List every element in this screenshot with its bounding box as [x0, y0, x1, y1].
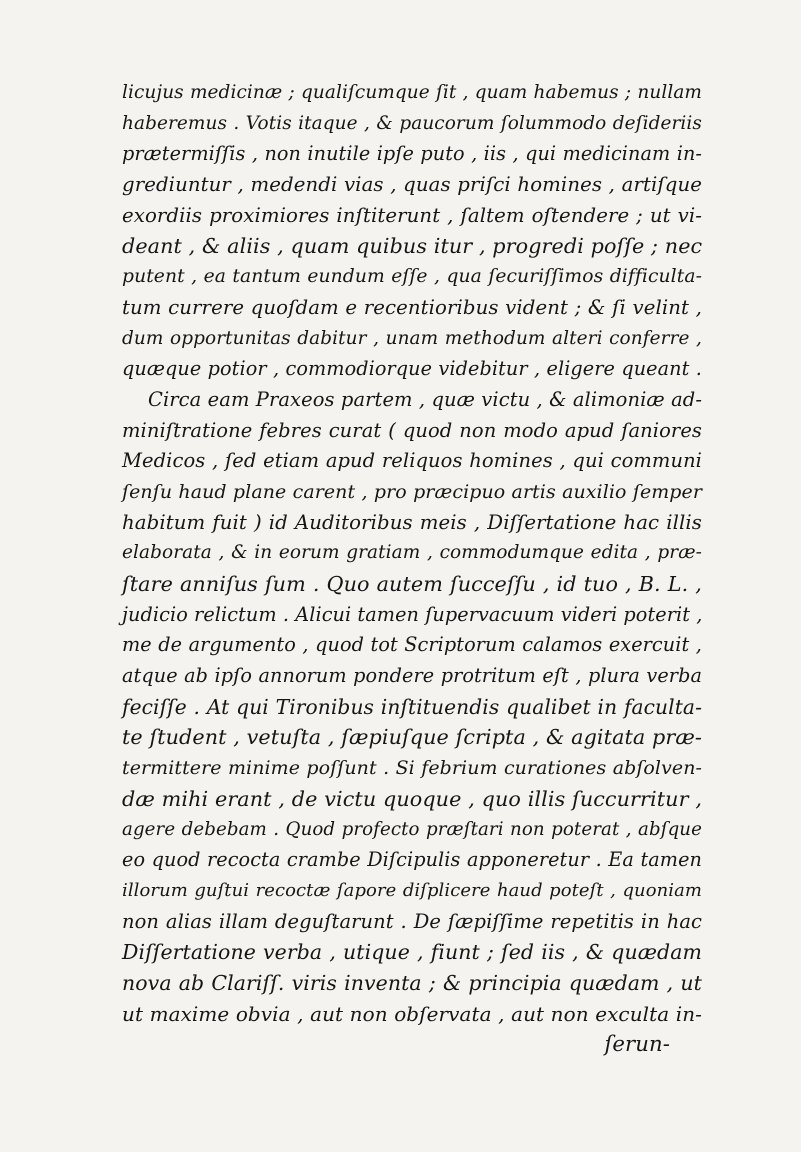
- text-line-6: deant , & aliis , quam quibus itur , progredi poſſe ; nec: [122, 234, 703, 259]
- text-line-3: prætermiſſis , non inutile ipſe puto , iis , qui medicinam in-: [122, 142, 702, 166]
- text-line-2: haberemus . Votis itaque , & paucorum ſolummodo deſideriis: [122, 112, 702, 134]
- text-line-18: judicio relictum . Alicui tamen ſupervacuum videri poterit ,: [122, 602, 703, 626]
- text-line-25: agere debebam . Quod profecto præſtari non poterat , abſque: [122, 818, 702, 840]
- text-line-29: Diſſertatione verba , utique , fiunt ; ſed iis , & quædam: [122, 940, 702, 965]
- text-line-8: tum currere quoſdam e recentioribus vident ; & ſi velint ,: [122, 295, 702, 319]
- text-line-11: Circa eam Praxeos partem , quæ victu , & alimoniæ ad-: [148, 387, 702, 411]
- text-line-15: habitum fuit ) id Auditoribus meis , Diſſertatione hac illis: [122, 510, 702, 534]
- text-line-10: quæque potior , commodiorque videbitur , eligere queant .: [122, 357, 702, 381]
- text-line-13: Medicos , ſed etiam apud reliquos homines , qui communi: [122, 449, 702, 473]
- catchword: ſerun-: [604, 1031, 670, 1057]
- text-line-19: me de argumento , quod tot Scriptorum calamos exercuit ,: [122, 633, 702, 657]
- text-line-16: elaborata , & in eorum gratiam , commodumque edita , præ-: [122, 542, 702, 564]
- text-line-17: ſtare anniſus ſum . Quo autem ſucceſſu , id tuo , B. L. ,: [122, 572, 702, 596]
- text-line-24: dæ mihi erant , de victu quoque , quo illis ſuccurritur ,: [122, 786, 702, 811]
- text-line-5: exordiis proximiores inſtiterunt , ſaltem oſtendere ; ut vi-: [122, 203, 702, 227]
- text-line-27: illorum guſtui recoctæ ſapore diſplicere haud poteſt , quoniam: [122, 879, 702, 901]
- text-line-26: eo quod recocta crambe Diſcipulis apponeretur . Ea tamen: [122, 848, 702, 872]
- text-line-20: atque ab ipſo annorum pondere protritum eſt , plura verba: [122, 664, 702, 688]
- text-line-31: ut maxime obvia , aut non obſervata , aut non exculta in-: [122, 1001, 702, 1026]
- body-text: [122, 78, 702, 1060]
- text-line-4: grediuntur , medendi vias , quas priſci homines , artiſque: [122, 173, 702, 197]
- text-line-23: termittere minime poſſunt . Si febrium curationes abſolven-: [122, 757, 702, 780]
- text-line-28: non alias illam deguſtarunt . De ſæpiſſime repetitis in hac: [122, 909, 702, 933]
- text-line-22: te ſtudent , vetuſta , ſæpiuſque ſcripta , & agitata præ-: [122, 725, 702, 750]
- text-line-30: nova ab Clariſſ. viris inventa ; & principia quædam , ut: [122, 970, 702, 995]
- text-line-7: putent , ea tantum eundum eſſe , qua ſecuriſſimos difficulta-: [122, 266, 702, 288]
- text-line-12: miniſtratione febres curat ( quod non modo apud ſaniores: [122, 418, 702, 442]
- text-line-1: licujus medicinæ ; qualiſcumque ſit , quam habemus ; nullam: [122, 82, 702, 103]
- text-line-14: ſenſu haud plane carent , pro præcipuo artis auxilio ſemper: [122, 480, 702, 503]
- text-line-9: dum opportunitas dabitur , unam methodum alteri conferre ,: [122, 327, 702, 349]
- text-line-21: feciſſe . At qui Tironibus inſtituendis qualibet in faculta-: [122, 694, 702, 719]
